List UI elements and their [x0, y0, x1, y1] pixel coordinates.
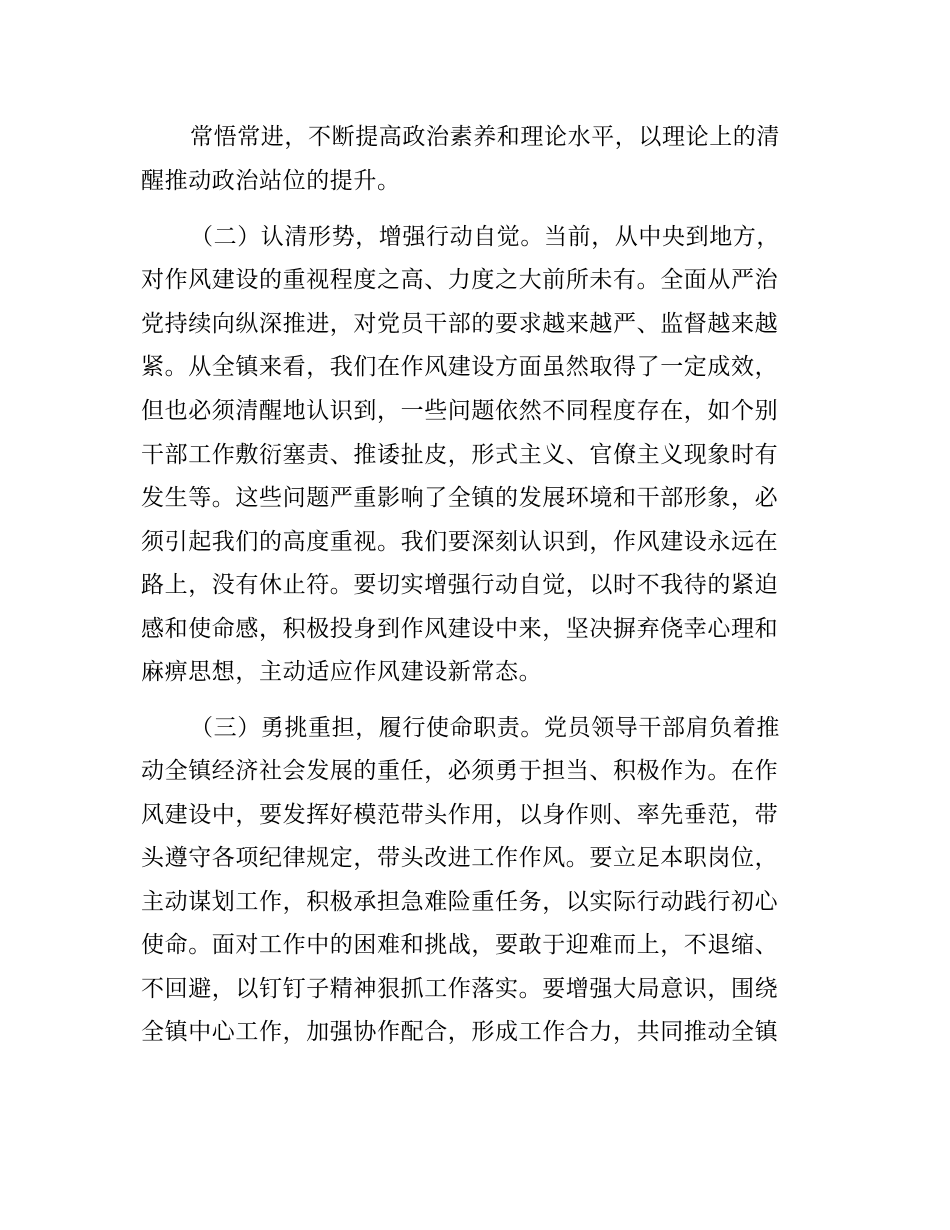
paragraph-3-line-3: 风建设中，要发挥好模范带头作用，以身作则、率先垂范，带 — [141, 802, 779, 828]
paragraph-2-line-3: 党持续向纵深推进，对党员干部的要求越来越严、监督越来越 — [141, 311, 779, 337]
paragraph-2-line-11: 麻痹思想，主动适应作风建设新常态。 — [141, 659, 543, 685]
paragraph-3-line-8: 全镇中心工作，加强协作配合，形成工作合力，共同推动全镇 — [141, 1019, 779, 1045]
paragraph-1-line-1: 常悟常进，不断提高政治素养和理论水平，以理论上的清 — [190, 124, 780, 150]
paragraph-2-line-4: 紧。从全镇来看，我们在作风建设方面虽然取得了一定成效， — [141, 354, 779, 380]
paragraph-3-line-4: 头遵守各项纪律规定，带头改进工作作风。要立足本职岗位， — [141, 845, 779, 871]
paragraph-3-line-2: 动全镇经济社会发展的重任，必须勇于担当、积极作为。在作 — [141, 758, 779, 784]
paragraph-2-line-10: 感和使命感，积极投身到作风建设中来，坚决摒弃侥幸心理和 — [141, 616, 779, 642]
paragraph-2-line-5: 但也必须清醒地认识到，一些问题依然不同程度存在，如个别 — [141, 398, 779, 424]
paragraph-2-line-7: 发生等。这些问题严重影响了全镇的发展环境和干部形象，必 — [141, 485, 779, 511]
paragraph-3-line-1: （三）勇挑重担，履行使命职责。党员领导干部肩负着推 — [190, 715, 780, 741]
paragraph-2-line-1: （二）认清形势，增强行动自觉。当前，从中央到地方， — [190, 224, 780, 250]
paragraph-3-line-6: 使命。面对工作中的困难和挑战，要敢于迎难而上，不退缩、 — [141, 932, 779, 958]
paragraph-2-line-6: 干部工作敷衍塞责、推诿扯皮，形式主义、官僚主义现象时有 — [141, 442, 779, 468]
paragraph-2-line-2: 对作风建设的重视程度之高、力度之大前所未有。全面从严治 — [141, 267, 779, 293]
paragraph-3-line-5: 主动谋划工作，积极承担急难险重任务，以实际行动践行初心 — [141, 889, 779, 915]
paragraph-2-line-9: 路上，没有休止符。要切实增强行动自觉，以时不我待的紧迫 — [141, 572, 779, 598]
paragraph-3-line-7: 不回避，以钉钉子精神狠抓工作落实。要增强大局意识，围绕 — [141, 976, 779, 1002]
paragraph-2-line-8: 须引起我们的高度重视。我们要深刻认识到，作风建设永远在 — [141, 529, 779, 555]
paragraph-1-line-2: 醒推动政治站位的提升。 — [141, 168, 401, 194]
